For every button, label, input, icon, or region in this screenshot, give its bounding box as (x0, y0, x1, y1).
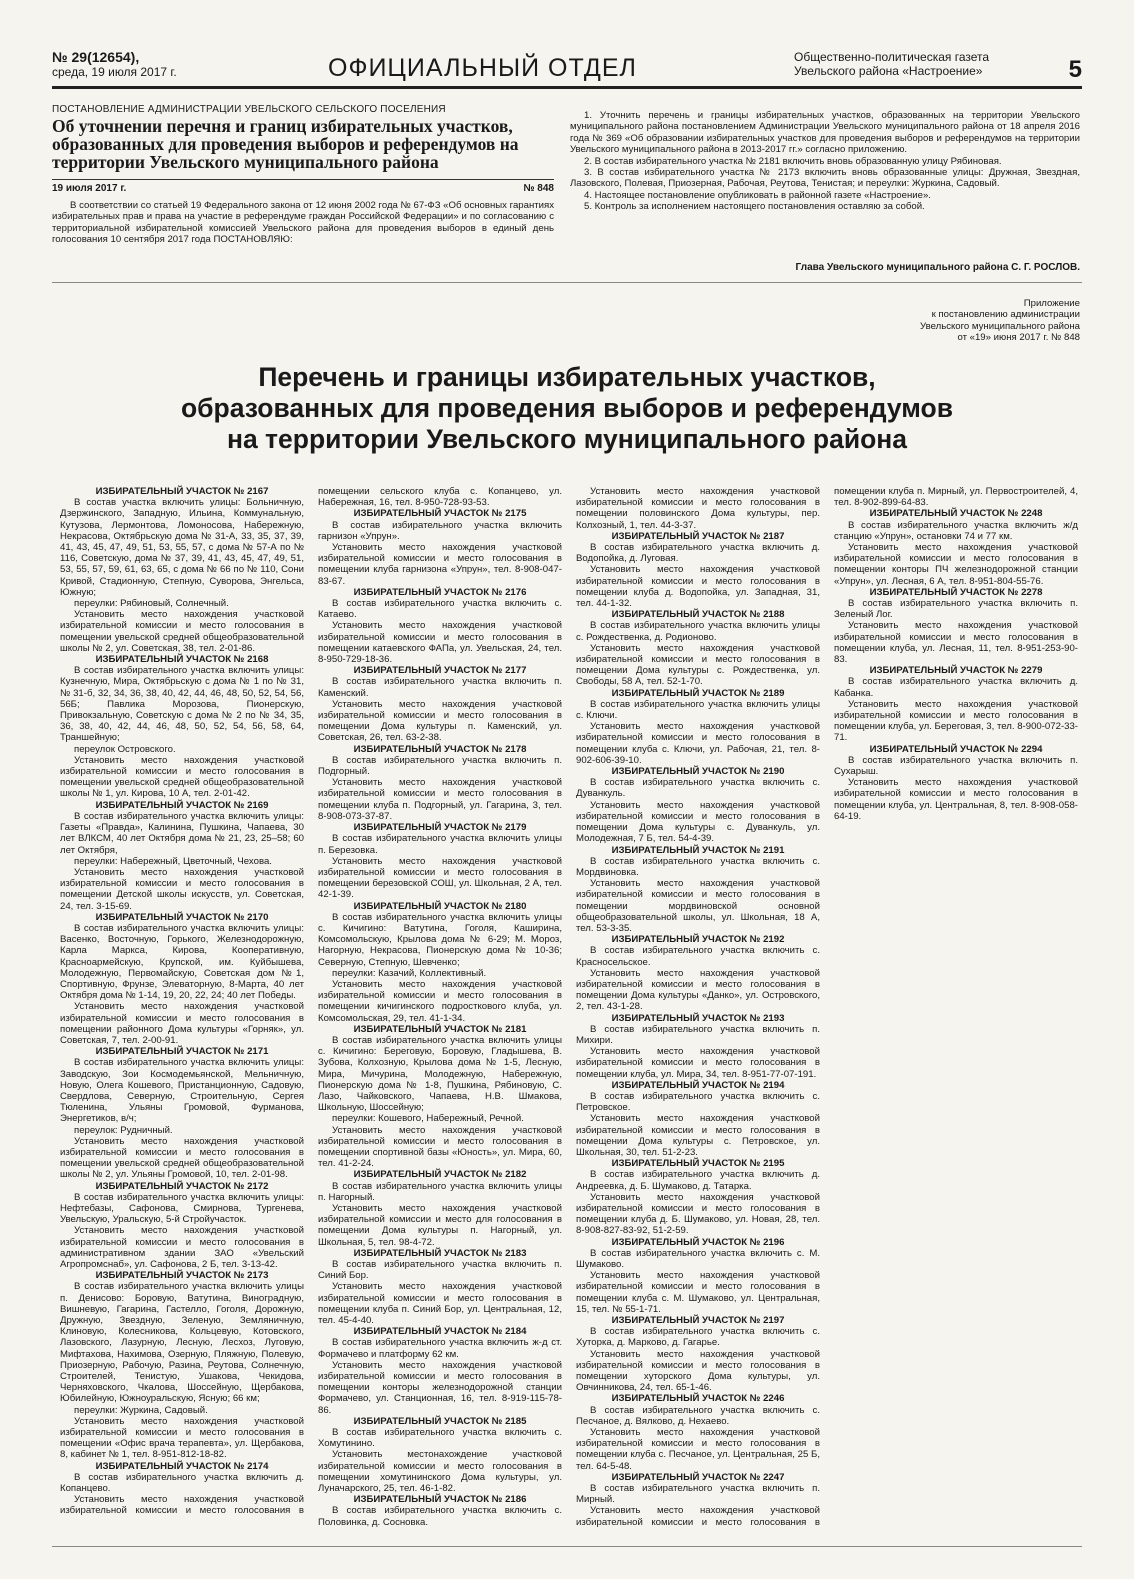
polling-station-paragraph: В состав избирательного участка включить с. Красносельское. (576, 945, 820, 968)
polling-station-heading: ИЗБИРАТЕЛЬНЫЙ УЧАСТОК № 2195 (611, 1158, 785, 1170)
polling-station-section (60, 654, 304, 800)
polling-station-paragraph: Установить место нахождения участковой избирательной комиссии и место голосования в помещении Детской школы искусств, ул. Советская, 24, тел. 3-15-69. (60, 866, 304, 912)
polling-station-section (576, 766, 820, 844)
polling-station-paragraph: В состав избирательного участка включить ж/д станцию «Упрун», остановки 74 и 77 км. (834, 519, 1078, 542)
polling-station-section (576, 1158, 820, 1236)
polling-station-heading: ИЗБИРАТЕЛЬНЫЙ УЧАСТОК № 2191 (611, 844, 785, 856)
polling-station-paragraph: Установить место нахождения участковой избирательной комиссии и место голосования в помещении Дома культуры с. Рождественка, ул. Свободы, 58 А, тел. 52-1-70. (576, 642, 820, 688)
decree-item: 5. Контроль за исполнением настоящего постановления оставляю за собой. (584, 201, 925, 213)
polling-station-paragraph: Установить место нахождения участковой избирательной комиссии и место голосования в помещении клуба с. М. Шумаково, ул. Центральная, 15, тел. № 55-1-71. (576, 1270, 820, 1315)
polling-station-section (318, 1024, 562, 1170)
polling-station-paragraph: Установить место нахождения участковой избирательной комиссии и место голосования в помещении увельской средней общеобразовательной школы № 1, ул. Кирова, 10 А, тел. 2-01-42. (60, 754, 304, 800)
decree-item: 4. Настоящее постановление опубликовать в районной газете «Настроение». (584, 189, 931, 201)
polling-station-heading: ИЗБИРАТЕЛЬНЫЙ УЧАСТОК № 2184 (353, 1326, 527, 1338)
main-title (52, 362, 1082, 455)
page-number: 5 (1068, 56, 1082, 83)
polling-station-heading: ИЗБИРАТЕЛЬНЫЙ УЧАСТОК № 2173 (95, 1270, 269, 1282)
polling-station-paragraph: В состав избирательного участка включить д. Кабанка. (834, 676, 1078, 699)
decree-block (52, 104, 554, 246)
polling-station-heading: ИЗБИРАТЕЛЬНЫЙ УЧАСТОК № 2175 (353, 508, 527, 520)
polling-station-heading: ИЗБИРАТЕЛЬНЫЙ УЧАСТОК № 2167 (95, 486, 269, 497)
polling-station-paragraph: Установить место нахождения участковой избирательной комиссии и место голосования в помещении клуба д. Б. Шумаково, ул. Новая, 28, тел. 8-908-827-83-92, 51-2-59. (576, 1191, 820, 1237)
polling-station-section (576, 1080, 820, 1158)
polling-station-paragraph: В состав избирательного участка включить улицы с. Кичигино: Ватутина, Гоголя, Каширина, Комсомольскую, Крылова дома № 6-29; М. Мороз, Нагорную, Некрасова, Пионерскую дома № 10-36; Северную, Степную, Шевченко; (318, 911, 562, 968)
polling-station-section (576, 934, 820, 1012)
polling-station-paragraph: Установить место нахождения участковой избирательной комиссии и место голосования в помещении сельского клуба с. Копанцево, ул. Набережная, 16, тел. 8-950-728-93-53. (60, 486, 562, 1517)
polling-station-paragraph: В состав избирательного участка включить п. Михири. (576, 1023, 820, 1046)
polling-station-paragraph: Установить место нахождения участковой избирательной комиссии и место голосования в помещении мордвиновской основной общеобразовательной школы, ул. Школьная, 18 А, тел. 53-3-35. (576, 878, 820, 934)
polling-station-paragraph: переулки: Журкина, Садовый. (74, 1404, 208, 1416)
polling-station-section (318, 744, 562, 822)
polling-station-heading: ИЗБИРАТЕЛЬНЫЙ УЧАСТОК № 2174 (95, 1460, 269, 1472)
appendix-line: от «19» июня 2017 г. № 848 (957, 332, 1080, 344)
polling-station-paragraph: В состав избирательного участка включить п. Синий Бор. (318, 1259, 562, 1282)
polling-station-heading: ИЗБИРАТЕЛЬНЫЙ УЧАСТОК № 2187 (611, 530, 785, 542)
decree-item: 1. Уточнить перечень и границы избирательных участков, образованных на территории Увельского муниципального района постановлением Администрации Увельского муниципального района от 18 апреля 2016 года № 369 «Об образовании избирательных участков для проведения выборов и референдумов на территории Увельского муниципального района в 2013-2017 гг.» согласно приложению. (570, 110, 1080, 156)
polling-station-heading: ИЗБИРАТЕЛЬНЫЙ УЧАСТОК № 2176 (353, 586, 527, 598)
polling-station-paragraph: В состав избирательного участка включить улицы: Кузнечную, Мира, Октябрьскую с дома № 1 по № 31, № 31-б, 32, 34, 36, 38, 40, 42, 44, 46, 48, 50, 52, 54, 56, 56Б; Павлика Морозова, Пионерскую, Привокзальную, Советскую с дома № 2 по № 34, 35, 36, 38, 40, 42, 44, 46, 48, 50, 52, 54, 56, 58, 64, Траншейную; (60, 665, 304, 744)
polling-station-paragraph: В состав избирательного участка включить улицы п. Нагорный. (318, 1180, 562, 1203)
decree-title: Об уточнении перечня и границ избирательных участков, образованных для проведения выборов и референдумов на территории Увельского муниципального района (52, 116, 519, 172)
polling-station-paragraph: Установить место нахождения участковой избирательной комиссии и место голосования в помещении клуба п. Мирный, ул. Первостроителей, 4, тел. 8-902-899-64-83. (576, 486, 1078, 1528)
polling-station-paragraph: Установить место нахождения участковой избирательной комиссии и место голосования в помещении клуба, ул. Центральная, 8, тел. 8-908-058-64-19. (834, 777, 1078, 822)
polling-station-heading: ИЗБИРАТЕЛЬНЫЙ УЧАСТОК № 2194 (611, 1079, 785, 1091)
polling-station-section (576, 688, 820, 766)
polling-station-heading: ИЗБИРАТЕЛЬНЫЙ УЧАСТОК № 2192 (611, 934, 785, 946)
polling-station-paragraph: переулок Островского. (74, 743, 176, 755)
polling-station-section (576, 1237, 820, 1315)
polling-station-paragraph: Установить место нахождения участковой избирательной комиссии и место голосования в помещении клуба д. Водопойка, ул. Западная, 31, тел. 44-1-32. (576, 564, 820, 610)
polling-station-heading: ИЗБИРАТЕЛЬНЫЙ УЧАСТОК № 2170 (95, 911, 269, 923)
polling-station-section (318, 508, 562, 586)
polling-station-heading: ИЗБИРАТЕЛЬНЫЙ УЧАСТОК № 2190 (611, 766, 785, 778)
main-title-line: на территории Увельского муниципального района (226, 424, 908, 454)
polling-station-paragraph: В состав избирательного участка включить улицы: Нефтебазы, Сафонова, Смирнова, Тургенева, Увельскую, Уральскую, 5-й Стройучасток. (60, 1191, 304, 1226)
decree-dateline (52, 179, 554, 194)
polling-station-heading: ИЗБИРАТЕЛЬНЫЙ УЧАСТОК № 2247 (611, 1471, 785, 1483)
polling-station-section (576, 531, 820, 609)
decree-items (570, 110, 1080, 213)
polling-station-paragraph: переулки: Кошевого, Набережный, Речной. (332, 1113, 524, 1125)
polling-station-paragraph: В состав избирательного участка включить улицы: Заводскую, Зои Космодемьянской, Мельничную, Новую, Олега Кошевого, Пристанционную, Садовую, Свердлова, Северную, Строительную, Сергея Тюленина, Ульяны Громовой, Фурманова, Энергетиков, в/ч; (60, 1057, 304, 1125)
polling-station-paragraph: В состав избирательного участка включить улицы п. Денисово: Боровую, Ватутина, Виноградную, Вишневую, Гагарина, Гастелло, Гоголя, Дорожную, Дружную, Звездную, Зеленую, Земляничную, Клиновую, Колесникова, Кольцевую, Котовского, Лазовского, Лазурную, Лесную, Лесхоз, Луговую, Мифтахова, Нахимова, Озерную, Пляжную, Полевую, Приозерную, Рабочую, Разина, Реутова, Солнечную, Строителей, Тенистую, Ушакова, Чекидова, Черняховского, Чкалова, Шоссейную, Щербакова, Юбилейную, Южноуральскую, Ясную; 66 км; (60, 1281, 304, 1405)
polling-station-paragraph: В состав избирательного участка включить улицы: Газеты «Правда», Калинина, Пушкина, Чапаева, 30 лет ВЛКСМ, 40 лет Октября дома № 21, 23, 25–58; 60 лет Октября, (60, 810, 304, 856)
polling-station-section (576, 1013, 820, 1080)
polling-station-heading: ИЗБИРАТЕЛЬНЫЙ УЧАСТОК № 2179 (353, 822, 527, 834)
polling-station-paragraph: В состав избирательного участка включить улицы с. Рождественка, д. Родионово. (576, 620, 820, 643)
decree-kicker: ПОСТАНОВЛЕНИЕ АДМИНИСТРАЦИИ УВЕЛЬСКОГО СЕЛЬСКОГО ПОСЕЛЕНИЯ (52, 104, 446, 115)
polling-station-paragraph: Установить место нахождения участковой избирательной комиссии и место голосования в помещении Дома культуры с. Дуванкуль, ул. Молодежная, 7 Б, тел. 54-4-39. (576, 799, 820, 845)
appendix-line: Приложение (1023, 298, 1080, 309)
polling-station-paragraph: В состав избирательного участка включить д. Копанцево. (60, 1471, 304, 1495)
polling-station-paragraph: В состав избирательного участка включить с. Мордвиновка. (576, 855, 820, 878)
polling-station-paragraph: переулки: Казачий, Коллективный. (332, 967, 487, 979)
decree-date: 19 июля 2017 г. (52, 183, 127, 194)
polling-station-paragraph: Установить место нахождения участковой избирательной комиссии и место голосования в помещении клуба, ул. Лесная, 11, тел. 8-951-253-90-83. (834, 620, 1078, 666)
polling-station-paragraph: Установить местонахождение участковой избирательной комиссии и место голосования в помещении хомутининского Дома культуры, ул. Луначарского, 25, тел. 46-1-82. (318, 1449, 562, 1495)
polling-station-paragraph: Установить место нахождения участковой избирательной комиссии и место голосования в помещении катаевского ФАПа, ул. Увельская, 24, тел. 8-950-729-18-36. (318, 620, 562, 666)
polling-station-paragraph: В состав избирательного участка включить ж-д ст. Формачево и платформу 62 км. (318, 1337, 562, 1360)
polling-station-section (60, 1181, 304, 1271)
polling-station-paragraph: В состав избирательного участка включить улицы: Васенко, Восточную, Горького, Железнодорожную, Карла Маркса, Кирова, Кооперативную, Красноармейскую, Крупской, им. Куйбышева, Молодежную, Первомайскую, Советская дом №1, Спортивную, Фрунзе, Элеваторную, 8-Марта, 40 лет Октября дома № 1-14, 19, 20, 22, 24; 40 лет Победы. (60, 922, 304, 1002)
polling-station-section (834, 508, 1078, 586)
divider (52, 282, 1082, 283)
polling-station-paragraph: В состав избирательного участка включить п. Сухарыш. (834, 754, 1078, 778)
polling-station-heading: ИЗБИРАТЕЛЬНЫЙ УЧАСТОК № 2186 (353, 1494, 527, 1506)
polling-station-heading: ИЗБИРАТЕЛЬНЫЙ УЧАСТОК № 2181 (353, 1023, 527, 1035)
polling-station-paragraph: Установить место нахождения участковой избирательной комиссии и место голосования в помещении клуба, ул. Мира, 34, тел. 8-951-77-07-191. (576, 1046, 820, 1080)
polling-station-paragraph: Установить место нахождения участковой избирательной комиссии и место голосования в помещении «Офис врача терапевта», ул. Щербакова, 8, кабинет № 1, тел. 8-951-812-18-82. (60, 1415, 304, 1461)
polling-station-paragraph: Установить место нахождения участковой избирательной комиссии и место голосования в помещении спортивной базы «Юность», ул. Мира, 60, тел. 41-2-24. (318, 1124, 562, 1170)
polling-station-section (318, 665, 562, 743)
paper-name (794, 50, 1044, 78)
polling-station-paragraph: Установить место нахождения участковой избирательной комиссии и место голосования в помещении конторы железнодорожной станции Формачево, ул. Станционная, 16, тел. 8-919-115-78-86. (318, 1359, 562, 1416)
polling-stations-columns (60, 486, 1078, 1536)
polling-station-paragraph: Установить место нахождения участковой избирательной комиссии и место голосования в помещении увельской средней общеобразовательной школы № 2, ул. Советская, 38, тел. 2-01-86. (60, 609, 304, 654)
polling-station-paragraph: В состав избирательного участка включить д. Андреевка, д. Б. Шумаково, д. Татарка. (576, 1169, 820, 1192)
polling-station-heading: ИЗБИРАТЕЛЬНЫЙ УЧАСТОК № 2246 (611, 1393, 785, 1405)
polling-station-paragraph: В состав избирательного участка включить д. Водопойка, д. Луговая. (576, 542, 820, 565)
polling-station-section (318, 822, 562, 900)
polling-station-heading: ИЗБИРАТЕЛЬНЫЙ УЧАСТОК № 2189 (611, 687, 785, 699)
polling-station-paragraph: Установить место нахождения участковой избирательной комиссии и место голосования в помещении клуба п. Подгорный, ул. Гагарина, 3, тел. 8-908-073-37-87. (318, 777, 562, 822)
polling-station-section (60, 912, 304, 1046)
polling-station-heading: ИЗБИРАТЕЛЬНЫЙ УЧАСТОК № 2188 (611, 609, 785, 621)
decree-number: № 848 (523, 183, 554, 194)
polling-station-paragraph: В состав избирательного участка включить с. Половинка, д. Сосновка. (318, 1505, 562, 1528)
polling-station-paragraph: Установить место нахождения участковой избирательной комиссии и место голосования в помещении Дома культуры п. Каменский, ул. Советская, 26, тел. 63-2-38. (318, 698, 562, 744)
polling-station-heading: ИЗБИРАТЕЛЬНЫЙ УЧАСТОК № 2172 (95, 1180, 269, 1192)
polling-station-section (834, 744, 1078, 822)
appendix-note (840, 298, 1080, 344)
section-title: ОФИЦИАЛЬНЫЙ ОТДЕЛ (328, 54, 637, 82)
polling-station-paragraph: Установить место нахождения участковой избирательной комиссии и место голосования в помещении клуба гарнизона «Упрун», тел. 8-908-047-83-67. (318, 542, 562, 587)
appendix-line: Увельского муниципального района (920, 320, 1080, 332)
polling-station-paragraph: Установить место нахождения участковой избирательной комиссии и место голосования в помещении Дома культуры «Данко», ул. Островского, 2, тел. 43-1-28. (576, 967, 820, 1013)
polling-station-paragraph: В состав избирательного участка включить с. Хомутинино. (318, 1427, 562, 1450)
polling-station-section (318, 1326, 562, 1416)
appendix-line: к постановлению администрации (931, 309, 1080, 321)
polling-station-paragraph: Установить место нахождения участковой избирательной комиссии и место голосования в помещении половинского Дома культуры, пер. Колхозный, 1, тел. 44-3-37. (576, 486, 820, 531)
polling-station-paragraph: Установить место нахождения участковой избирательной комиссии и место голосования в помещении березовской СОШ, ул. Школьная, 2 А, тел. 42-1-39. (318, 855, 562, 901)
polling-station-paragraph: В состав избирательного участка включить улицы п. Березовка. (318, 833, 562, 856)
polling-station-paragraph: В состав избирательного участка включить п. Мирный. (576, 1483, 820, 1506)
polling-station-section (60, 486, 304, 654)
polling-station-paragraph: В состав избирательного участка включить с. Катаево. (318, 598, 562, 621)
paper-name-line2: Увельского района «Настроение» (794, 64, 983, 78)
polling-station-section (576, 1393, 820, 1471)
polling-station-heading: ИЗБИРАТЕЛЬНЫЙ УЧАСТОК № 2178 (353, 743, 527, 755)
polling-station-heading: ИЗБИРАТЕЛЬНЫЙ УЧАСТОК № 2278 (869, 586, 1043, 598)
polling-station-paragraph: В состав избирательного участка включить гарнизон «Упрун». (318, 519, 562, 542)
polling-station-heading: ИЗБИРАТЕЛЬНЫЙ УЧАСТОК № 2182 (353, 1169, 527, 1181)
polling-station-heading: ИЗБИРАТЕЛЬНЫЙ УЧАСТОК № 2279 (869, 665, 1043, 677)
decree-signature: Глава Увельского муниципального района С. Г. РОСЛОВ. (795, 262, 1080, 273)
polling-station-paragraph: переулок: Рудничный. (74, 1124, 173, 1136)
polling-station-heading: ИЗБИРАТЕЛЬНЫЙ УЧАСТОК № 2168 (95, 654, 269, 666)
polling-station-section (318, 1248, 562, 1326)
masthead (52, 50, 1082, 89)
polling-station-paragraph: В состав избирательного участка включить п. Зеленый Лог. (834, 598, 1078, 621)
polling-station-paragraph: Установить место нахождения участковой избирательной комиссии и место голосования в помещении хуторского Дома культуры, ул. Овчинникова, 24, тел. 65-1-46. (576, 1348, 820, 1394)
polling-station-heading: ИЗБИРАТЕЛЬНЫЙ УЧАСТОК № 2196 (611, 1236, 785, 1248)
issue-date: среда, 19 июля 2017 г. (52, 65, 177, 79)
polling-station-heading: ИЗБИРАТЕЛЬНЫЙ УЧАСТОК № 2169 (95, 799, 269, 811)
polling-station-paragraph: В состав избирательного участка включить улицы с. Кичигино: Береговую, Боровую, Гладышева, В. Зубова, Колхозную, Крылова дома № 1-5, Лесную, Мира, Мичурина, Молодежную, Набережную, Пионерскую дома № 1-8, Пушкина, Рябиновую, С. Лазо, Чайковского, Чапаева, Н.В. Шмакова, Школьную, Шоссейную; (318, 1034, 562, 1114)
polling-station-section (576, 1315, 820, 1393)
decree-body: В соответствии со статьей 19 Федерального закона от 12 июня 2002 года № 67-ФЗ «Об основных гарантиях избирательных прав и права на участие в референдуме граждан Российской Федерации» и по согласованию с территориальной избирательной комиссией Увельского района для проведения выборов в единый день голосования 10 сентября 2017 года ПОСТАНОВЛЯЮ: (52, 200, 554, 246)
polling-station-paragraph: В состав избирательного участка включить с. Петровское. (576, 1090, 820, 1114)
polling-station-heading: ИЗБИРАТЕЛЬНЫЙ УЧАСТОК № 2248 (869, 508, 1043, 520)
polling-station-section (576, 845, 820, 935)
polling-station-heading: ИЗБИРАТЕЛЬНЫЙ УЧАСТОК № 2294 (869, 743, 1043, 755)
polling-station-paragraph: В состав избирательного участка включить с. Хуторка, д. Марково, д. Гагарье. (576, 1326, 820, 1349)
polling-station-heading: ИЗБИРАТЕЛЬНЫЙ УЧАСТОК № 2193 (611, 1012, 785, 1024)
polling-station-paragraph: переулки: Рябиновый, Солнечный. (74, 598, 229, 610)
polling-station-paragraph: Установить место нахождения участковой избирательной комиссии и место голосования в помещении конторы ПЧ железнодорожной станции «Упрун», ул. Лесная, 6 А, тел. 8-951-804-55-76. (834, 542, 1078, 587)
polling-station-heading: ИЗБИРАТЕЛЬНЫЙ УЧАСТОК № 2185 (353, 1415, 527, 1427)
polling-station-heading: ИЗБИРАТЕЛЬНЫЙ УЧАСТОК № 2177 (353, 665, 527, 677)
polling-station-paragraph: Установить место нахождения участковой избирательной комиссии и место голосования в помещении районного Дома культуры «Горняк», ул. Советская, 7, тел. 2-00-91. (60, 1001, 304, 1046)
main-title-line: образованных для проведения выборов и референдумов (180, 393, 953, 423)
polling-station-paragraph: В состав избирательного участка включить с. Дуванкуль. (576, 777, 820, 800)
polling-station-section (60, 1270, 304, 1460)
paper-name-line1: Общественно-политическая газета (794, 50, 990, 64)
polling-station-section (834, 665, 1078, 743)
polling-station-section (318, 1169, 562, 1247)
polling-station-heading: ИЗБИРАТЕЛЬНЫЙ УЧАСТОК № 2197 (611, 1315, 785, 1327)
polling-station-paragraph: В состав участка включить улицы: Больничную, Дзержинского, Западную, Ильина, Коммунальную, Кутузова, Лермонтова, Ломоносова, Набережную, Некрасова, Октябрьскую дома № 31-А, 33, 35, 37, 39, 41, 43, 45, 47, 49, 51, 53, 55, 57, с дома № 57-А по № 116, Советскую, дома № 37, 39, 41, 43, 45, 47, 49, 51, 53, 55, 57, 59, 61, 63, 65, с дома № 66 по № 110, Сони Кривой, Стадионную, Степную, Суворова, Энгельса, Южную; (60, 497, 304, 598)
polling-station-paragraph: В состав избирательного участка включить п. Каменский. (318, 676, 562, 699)
polling-station-heading: ИЗБИРАТЕЛЬНЫЙ УЧАСТОК № 2171 (95, 1046, 269, 1058)
polling-station-section (318, 1416, 562, 1494)
polling-station-paragraph: Установить место нахождения участковой избирательной комиссии и место голосования в помещении клуба с. Песчаное, ул. Центральная, 25 Б, тел. 64-5-48. (576, 1427, 820, 1472)
divider (52, 1546, 1082, 1547)
polling-station-paragraph: Установить место нахождения участковой избирательной комиссии и место голосования в помещении увельской средней общеобразовательной школы № 2, ул. Ульяны Громовой, 10, тел. 2-01-98. (60, 1135, 304, 1181)
polling-station-paragraph: Установить место нахождения участковой избирательной комиссии и место голосования в административном здании ЗАО «Увельский Агропромснаб», ул. Сафонова, 2 Б, тел. 3-13-42. (60, 1225, 304, 1271)
issue-number: № 29(12654), (52, 49, 140, 65)
polling-station-paragraph: Установить место нахождения участковой избирательной комиссии и место для голосования в помещении Дома культуры п. Нагорный, ул. Школьная, 5, тел. 98-4-72. (318, 1203, 562, 1248)
polling-station-paragraph: Установить место нахождения участковой избирательной комиссии и место голосования в помещении кичигинского подросткового клуба, ул. Комсомольская, 29, тел. 41-1-34. (318, 978, 562, 1024)
polling-station-section (60, 800, 304, 912)
issue-info (52, 50, 177, 79)
polling-station-heading: ИЗБИРАТЕЛЬНЫЙ УЧАСТОК № 2180 (353, 900, 527, 912)
polling-station-paragraph: Установить место нахождения участковой избирательной комиссии и место голосования в помещении клуба п. Синий Бор, ул. Центральная, 12, тел. 45-4-40. (318, 1281, 562, 1327)
polling-station-section (60, 1046, 304, 1180)
polling-station-paragraph: Установить место нахождения участковой избирательной комиссии и место голосования в помещении клуба, ул. Береговая, 3, тел. 8-900-072-33-71. (834, 698, 1079, 744)
polling-station-paragraph: Установить место нахождения участковой избирательной комиссии и место голосования в помещении Дома культуры с. Петровское, ул. Школьная, 30, тел. 51-2-23. (576, 1113, 820, 1158)
polling-station-heading: ИЗБИРАТЕЛЬНЫЙ УЧАСТОК № 2183 (353, 1247, 527, 1259)
decree-item: 2. В состав избирательного участка № 2181 включить вновь образованную улицу Рябиновая. (584, 155, 1002, 167)
polling-station-section (834, 587, 1078, 665)
main-title-line: Перечень и границы избирательных участков, (258, 362, 876, 392)
polling-station-section (318, 901, 562, 1024)
polling-station-paragraph: В состав избирательного участка включить с. М. Шумаково. (576, 1247, 820, 1271)
polling-station-section (576, 609, 820, 687)
polling-station-paragraph: В состав избирательного участка включить п. Подгорный. (318, 754, 562, 778)
decree-item: 3. В состав избирательного участка № 2173 включить вновь образованные улицы: Дружная, Звездная, Лазовского, Полевая, Приозерная, Рабочая, Реутова, Тенистая; и переулки: Журкина, Садовый. (570, 167, 1080, 190)
polling-station-paragraph: В состав избирательного участка включить улицы с. Ключи. (576, 698, 820, 722)
polling-station-paragraph: переулки: Набережный, Цветочный, Чехова. (74, 855, 272, 867)
polling-station-section (318, 587, 562, 665)
polling-station-paragraph: Установить место нахождения участковой избирательной комиссии и место голосования в помещении клуба с. Ключи, ул. Рабочая, 21, тел. 8-902-606-39-10. (576, 721, 820, 766)
polling-station-paragraph: В состав избирательного участка включить с. Песчаное, д. Вялково, д. Нехаево. (576, 1404, 820, 1427)
